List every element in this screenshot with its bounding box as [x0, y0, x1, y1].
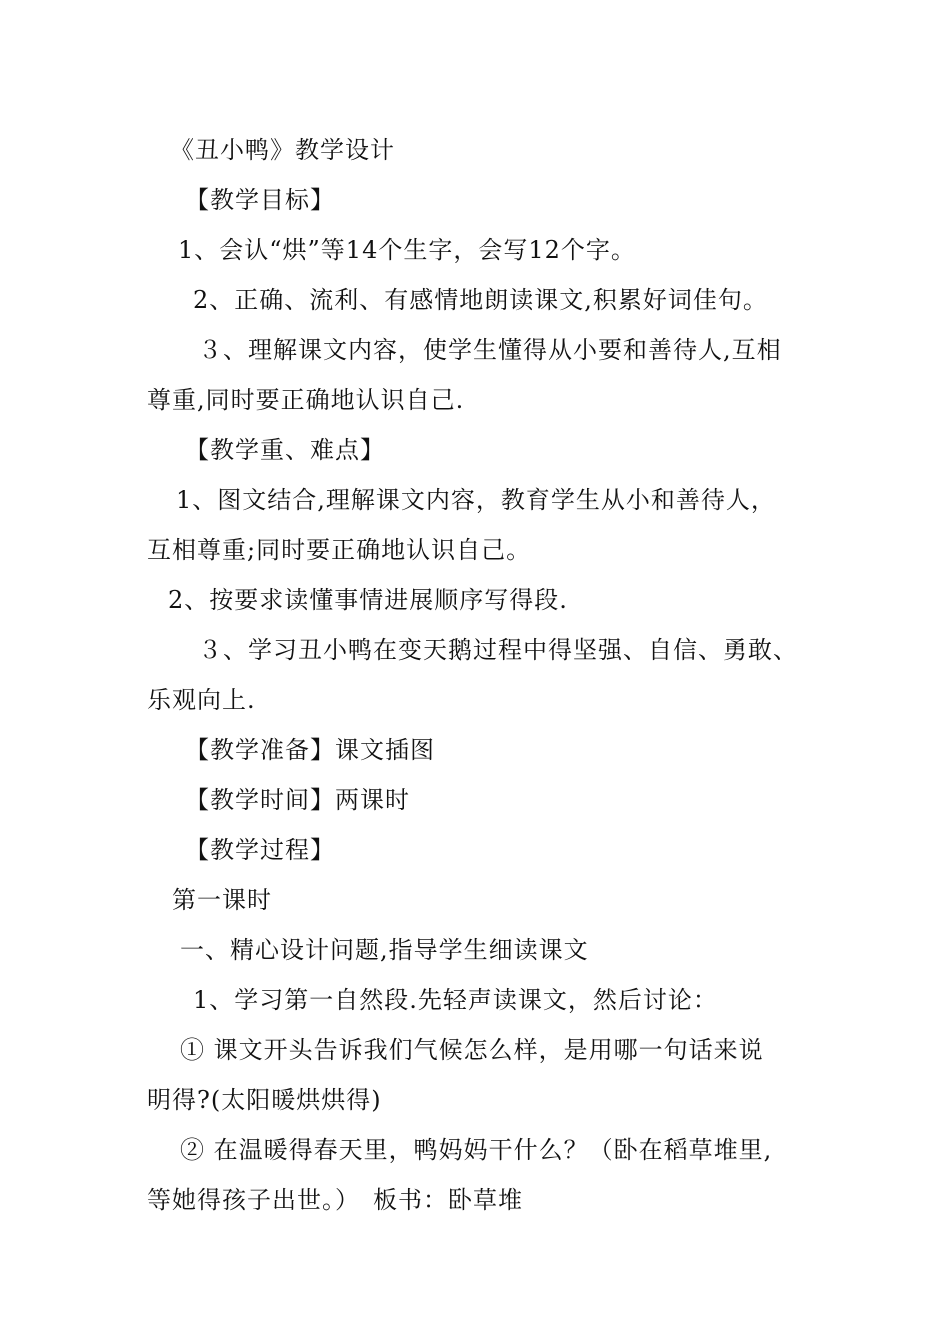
step-1: 1、学习第一自然段.先轻声读课文，然后讨论： [193, 986, 718, 1014]
objective-2: 2、正确、流利、有感情地朗读课文,积累好词佳句。 [193, 286, 768, 314]
objectives-heading: 【教学目标】 [185, 186, 335, 214]
section-1: 一、精心设计问题,指导学生细读课文 [180, 936, 589, 964]
keypoint-2: 2、按要求读懂事情进展顺序写得段. [168, 586, 568, 614]
question-1-line2: 明得?(太阳暖烘烘得) [147, 1086, 382, 1114]
objective-3-line2: 尊重,同时要正确地认识自己. [147, 386, 465, 414]
keypoints-heading: 【教学重、难点】 [185, 436, 385, 464]
objective-1: 1、会认“烘”等14个生字，会写12个字。 [178, 236, 636, 264]
keypoint-3-line1: ３、学习丑小鸭在变天鹅过程中得坚强、自信、勇敢、 [198, 636, 798, 664]
process-heading: 【教学过程】 [185, 836, 335, 864]
question-2-line2: 等她得孩子出世。） 板书：卧草堆 [147, 1186, 523, 1214]
keypoint-1-line2: 互相尊重;同时要正确地认识自己。 [147, 536, 532, 564]
document-title: 《丑小鸭》教学设计 [170, 136, 395, 164]
objective-3-line1: ３、理解课文内容，使学生懂得从小要和善待人,互相 [198, 336, 782, 364]
question-2-line1: ② 在温暖得春天里，鸭妈妈干什么？（卧在稻草堆里, [180, 1136, 773, 1164]
lesson-1-heading: 第一课时 [172, 886, 272, 914]
preparation: 【教学准备】课文插图 [185, 736, 435, 764]
keypoint-3-line2: 乐观向上. [147, 686, 256, 714]
question-1-line1: ① 课文开头告诉我们气候怎么样，是用哪一句话来说 [180, 1036, 764, 1064]
keypoint-1-line1: 1、图文结合,理解课文内容，教育学生从小和善待人， [176, 486, 776, 514]
teaching-time: 【教学时间】两课时 [185, 786, 410, 814]
